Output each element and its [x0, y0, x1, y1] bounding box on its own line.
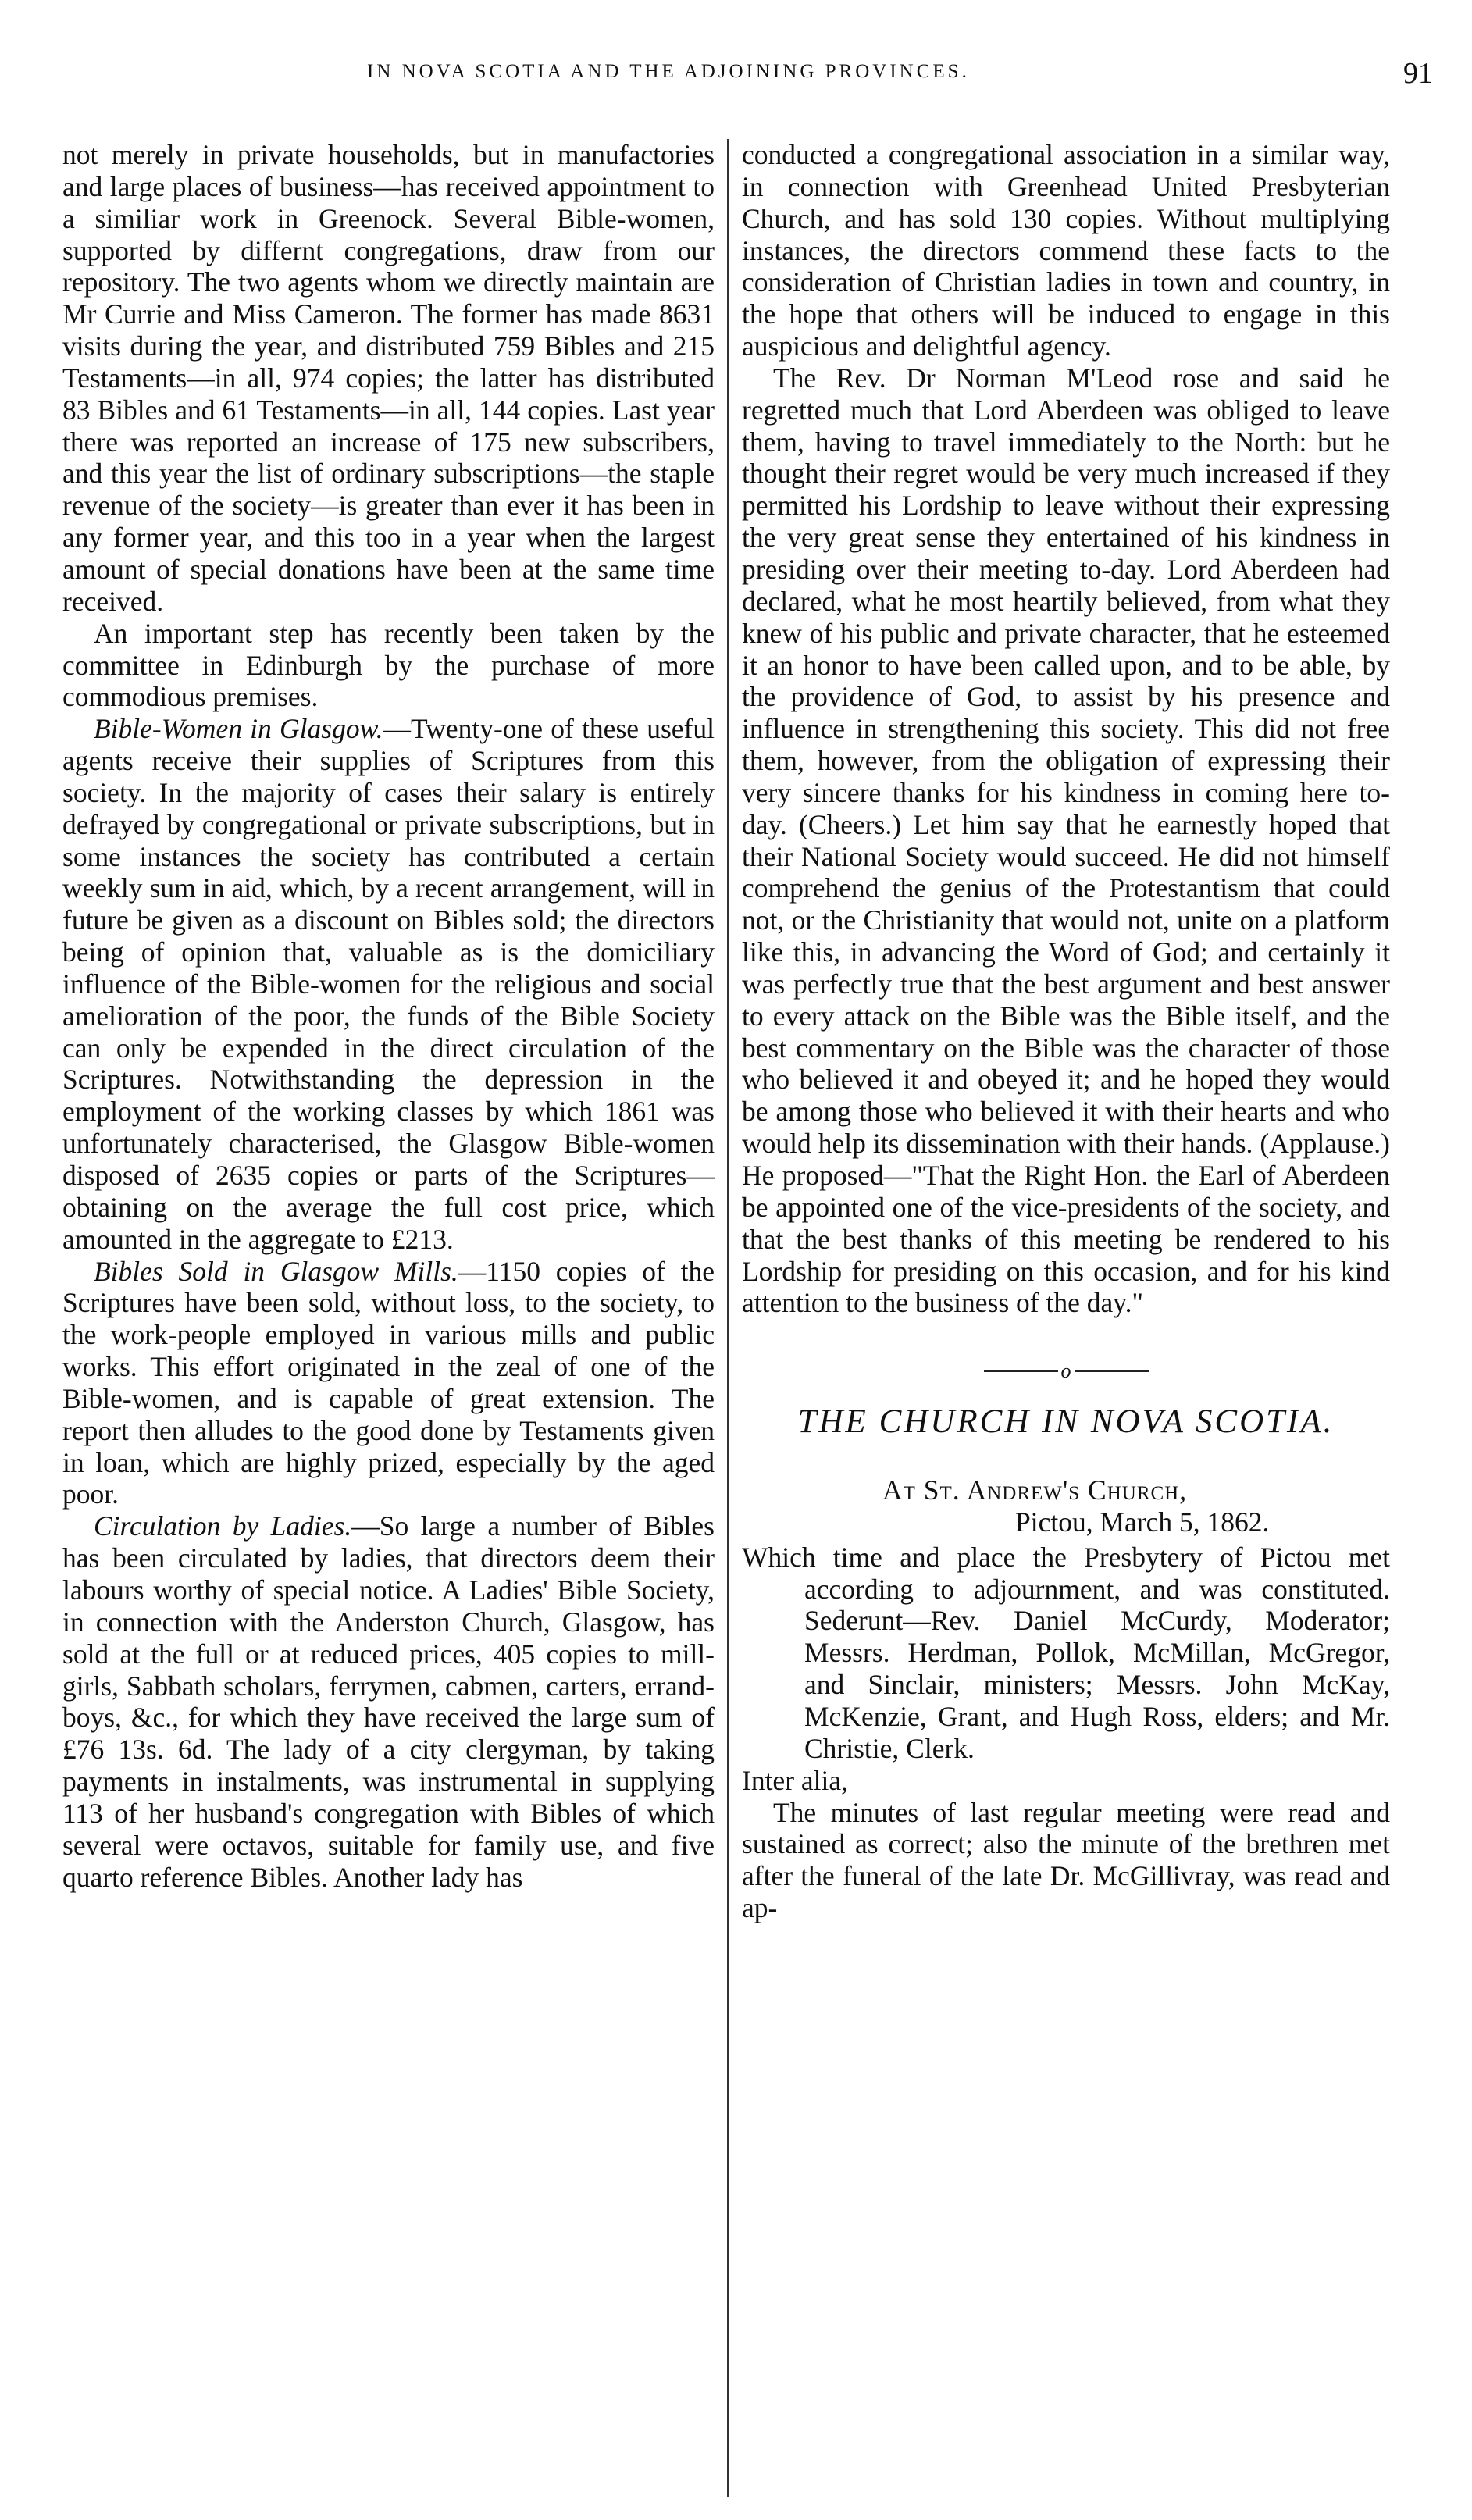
- section-divider: [742, 1360, 1390, 1383]
- right-paragraph-2: The Rev. Dr Norman M'Leod rose and said he regretted much that Lord Aberdeen was obliged to leave them, having to travel immediately to the North: but he thought their regret would be very much increased if they permitted his Lordship to leave without their expressing the very great sense they entertained of his kindness in presiding over their meeting to-day. Lord Aberdeen had declared, what he most heartily believed, from what they knew of his public and private character, that he esteemed it an honor to have been called upon, and to be able, by the providence of God, to assist by his presence and influence in strengthening this society. This did not free them, however, from the obligation of expressing their very sincere thanks for his kindness in coming here to-day. (Cheers.) Let him say that he earnestly hoped that their National Society would succeed. He did not himself comprehend the genius of the Protestantism that could not, or the Christianity that would not, unite on a platform like this, in advancing the Word of God; and certainly it was perfectly true that the best argument and best answer to every attack on the Bible was the Bible itself, and the best commentary on the Bible was the character of those who believed it and obeyed it; and he hoped they would be among those who believed it with their hearts and who would help its dissemination with their hands. (Applause.) He proposed—"That the Right Hon. the Earl of Aberdeen be appointed one of the vice-presidents of the society, and that the best thanks of this meeting be rendered to his Lordship for presiding on this occasion, and for his kind attention to the business of the day.": [742, 362, 1390, 1319]
- circulation-ladies-text: —So large a number of Bibles has been circulated by ladies, that directors deem their labours worthy of special notice. A Ladies' Bible Society, in connection with the Anderston Church, Glasgow, has sold at the full or at reduced prices, 405 copies to mill-girls, Sabbath scholars, ferrymen, cabmen, carters, errand-boys, &c., for which they have received the large sum of £76 13s. 6d. The lady of a city clergyman, by taking payments in instalments, was instrumental in supplying 113 of her husband's congregation with Bibles of which several were octavos, suitable for family use, and five quarto reference Bibles. Another lady has: [62, 1510, 715, 1893]
- bible-women-glasgow-heading: Bible-Women in Glasgow.: [94, 713, 383, 745]
- divider-line-left: [984, 1370, 1058, 1372]
- bible-women-glasgow-text: —Twenty-one of these useful agents receive their supplies of Scriptures from this society. In the majority of cases their salary is entirely defrayed by congregational or private subscriptions, but in some instances the society has contributed a certain weekly sum in aid, which, by a recent arrangement, will in future be given as a discount on Bibles sold; the directors being of opinion that, valuable as is the domiciliary influence of the Bible-women for the religious and social amelioration of the poor, the funds of the Bible Society can only be expended in the direct circulation of the Scriptures. Notwithstanding the depression in the employment of the working classes by which 1861 was unfortunately characterised, the Glasgow Bible-women disposed of 2635 copies or parts of the Scriptures—obtaining on the average the full cost price, which amounted in the aggregate to £213.: [62, 713, 715, 1255]
- section-title: THE CHURCH IN NOVA SCOTIA.: [797, 1403, 1335, 1441]
- divider-line-right: [1075, 1370, 1149, 1372]
- right-paragraph-1: conducted a congregational association in a similar way, in connection with Greenhead United Presbyterian Church, and has sold 130 copies. Without multiplying instances, the directors commend these facts to the consideration of Christian ladies in town and country, in the hope that others will be induced to engage in this auspicious and delightful agency.: [742, 139, 1390, 362]
- right-column: [742, 139, 1390, 1924]
- page-number: 91: [1403, 57, 1433, 90]
- left-paragraph-4: [62, 1256, 715, 1511]
- running-head: [0, 57, 1472, 100]
- right-paragraph-5: The minutes of last regular meeting were read and sustained as correct; also the minute of the brethren met after the funeral of the late Dr. McGillivray, was read and ap-: [742, 1796, 1390, 1924]
- dateline-location: At St. Andrew's Church,: [882, 1474, 1188, 1506]
- running-title: IN NOVA SCOTIA AND THE ADJOINING PROVINCES.: [367, 61, 970, 82]
- bibles-sold-mills-heading: Bibles Sold in Glasgow Mills.: [94, 1255, 458, 1287]
- left-paragraph-1: not merely in private households, but in manufactories and large places of business—has received appointment to a similiar work in Greenock. Several Bible-women, supported by differnt congregations, draw from our repository. The two agents whom we directly maintain are Mr Currie and Miss Cameron. The former has made 8631 visits during the year, and distributed 759 Bibles and 215 Testaments—in all, 974 copies; the latter has distributed 83 Bibles and 61 Testaments—in all, 144 copies. Last year there was reported an increase of 175 new subscribers, and this year the list of ordinary subscriptions—the staple revenue of the society—is greater than ever it has been in any former year, and this too in a year when the largest amount of special donations have been at the same time received.: [62, 139, 715, 617]
- circulation-ladies-heading: Circulation by Ladies.: [94, 1510, 352, 1542]
- left-paragraph-5: [62, 1510, 715, 1893]
- column-divider: [727, 139, 729, 2497]
- divider-mark: o: [1060, 1359, 1071, 1382]
- right-paragraph-4: Inter alia,: [742, 1764, 849, 1796]
- dateline-date: Pictou, March 5, 1862.: [1015, 1506, 1270, 1538]
- left-paragraph-3: [62, 713, 715, 1255]
- left-paragraph-2: An important step has recently been taken by the committee in Edinburgh by the purchase of more commodious premises.: [62, 617, 715, 713]
- bibles-sold-mills-text: —1150 copies of the Scriptures have been sold, without loss, to the society, to the work-people employed in various mills and public works. This effort originated in the zeal of one of the Bible-women, and is capable of great extension. The report then alludes to the good done by Testaments given in loan, which are highly prized, especially by the aged poor.: [62, 1255, 715, 1510]
- right-paragraph-3: Which time and place the Presbytery of Pictou met according to adjournment, and was constituted. Sederunt—Rev. Daniel McCurdy, Moderator; Messrs. Herdman, Pollok, McMillan, McGregor, and Sinclair, ministers; Messrs. John McKay, McKenzie, Grant, and Hugh Ross, elders; and Mr. Christie, Clerk.: [742, 1541, 1390, 1764]
- left-column: [62, 139, 715, 1893]
